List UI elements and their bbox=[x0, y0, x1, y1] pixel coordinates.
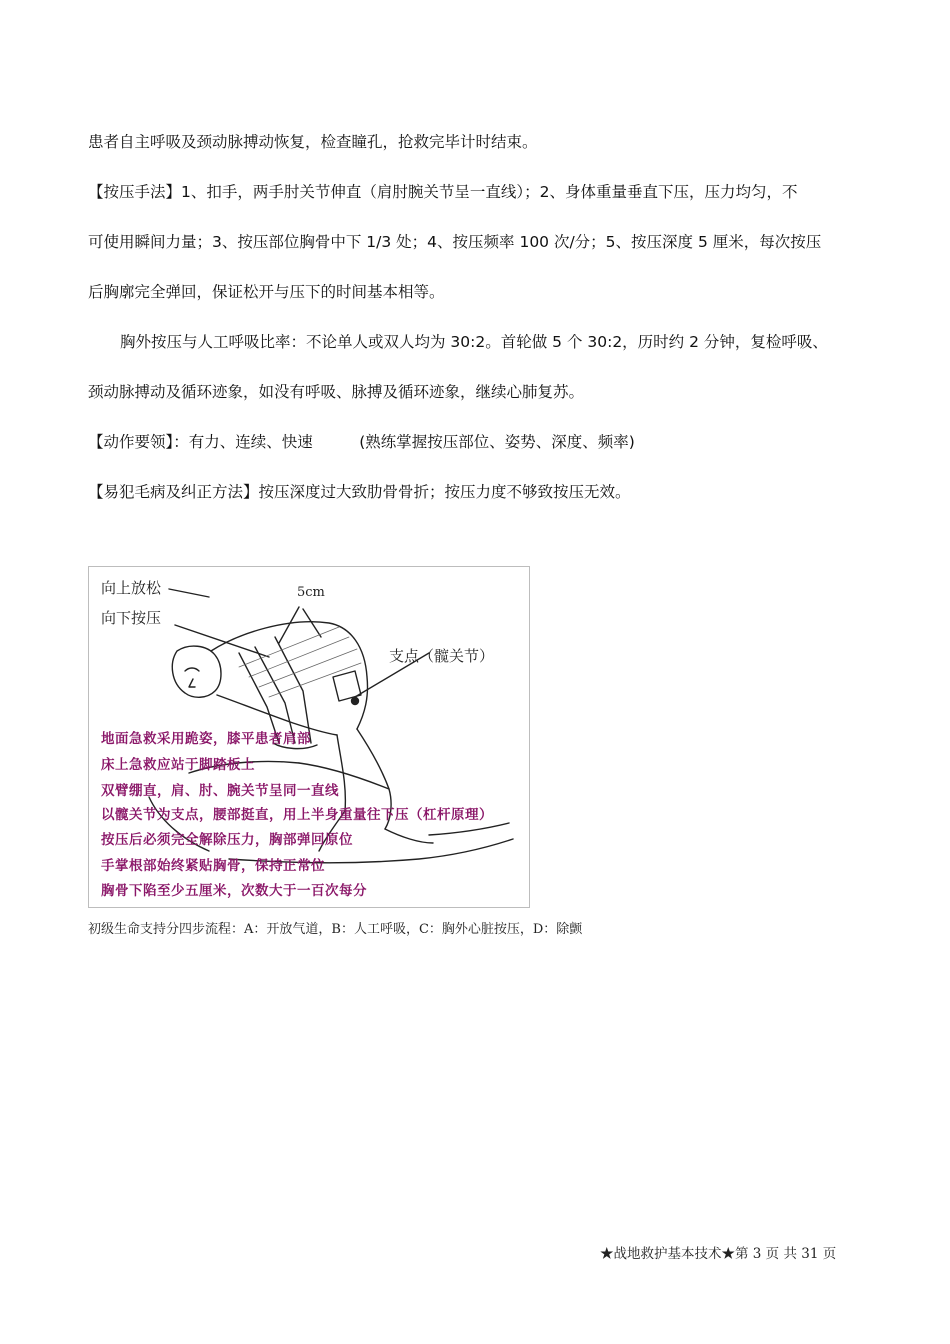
paragraph-compression-method-1: 【按压手法】1、扣手，两手肘关节伸直（肩肘腕关节呈一直线）；2、身体重量垂直下压，压力均匀，不 bbox=[88, 183, 798, 201]
paragraph-ratio-1: 胸外按压与人工呼吸比率：不论单人或双人均为 30:2。首轮做 5 个 30:2，历时约 2 分钟，复检呼吸、 bbox=[120, 333, 828, 351]
note-palm: 手掌根部始终紧贴胸骨，保持正常位 bbox=[101, 858, 325, 874]
paragraph-key-points: 【动作要领】：有力、连续、快速 (熟练掌握按压部位、姿势、深度、频率) bbox=[88, 433, 635, 451]
paragraph-recovery: 患者自主呼吸及颈动脉搏动恢复，检查瞳孔，抢救完毕计时结束。 bbox=[88, 133, 538, 151]
note-arms-straight: 双臂绷直，肩、肘、腕关节呈同一直线 bbox=[101, 783, 339, 799]
label-pivot: 支点（髋关节） bbox=[389, 647, 495, 665]
label-release-up: 向上放松 bbox=[101, 579, 162, 597]
page-footer: ★战地救护基本技术★第 3 页 共 31 页 bbox=[600, 1246, 837, 1262]
label-press-down: 向下按压 bbox=[101, 609, 162, 627]
paragraph-common-errors: 【易犯毛病及纠正方法】按压深度过大致肋骨骨折；按压力度不够致按压无效。 bbox=[88, 483, 631, 501]
note-bed: 床上急救应站于脚踏板上 bbox=[101, 757, 255, 773]
paragraph-ratio-2: 颈动脉搏动及循环迹象，如没有呼吸、脉搏及循环迹象，继续心肺复苏。 bbox=[88, 383, 585, 401]
cpr-illustration bbox=[88, 566, 530, 908]
note-pivot: 以髋关节为支点，腰部挺直，用上半身重量往下压（杠杆原理） bbox=[101, 807, 493, 823]
note-depth-rate: 胸骨下陷至少五厘米，次数大于一百次每分 bbox=[101, 883, 367, 899]
label-depth: 5cm bbox=[297, 585, 325, 600]
note-kneel: 地面急救采用跪姿，膝平患者肩部 bbox=[101, 731, 311, 747]
note-release: 按压后必须完全解除压力，胸部弹回原位 bbox=[101, 832, 353, 848]
paragraph-compression-method-2: 可使用瞬间力量；3、按压部位胸骨中下 1/3 处；4、按压频率 100 次/分；5、按压深度 5 厘米，每次按压 bbox=[88, 233, 822, 251]
figure-caption: 初级生命支持分四步流程：A：开放气道，B：人工呼吸，C：胸外心脏按压，D：除颤 bbox=[88, 922, 583, 937]
paragraph-compression-method-3: 后胸廓完全弹回，保证松开与压下的时间基本相等。 bbox=[88, 283, 445, 301]
